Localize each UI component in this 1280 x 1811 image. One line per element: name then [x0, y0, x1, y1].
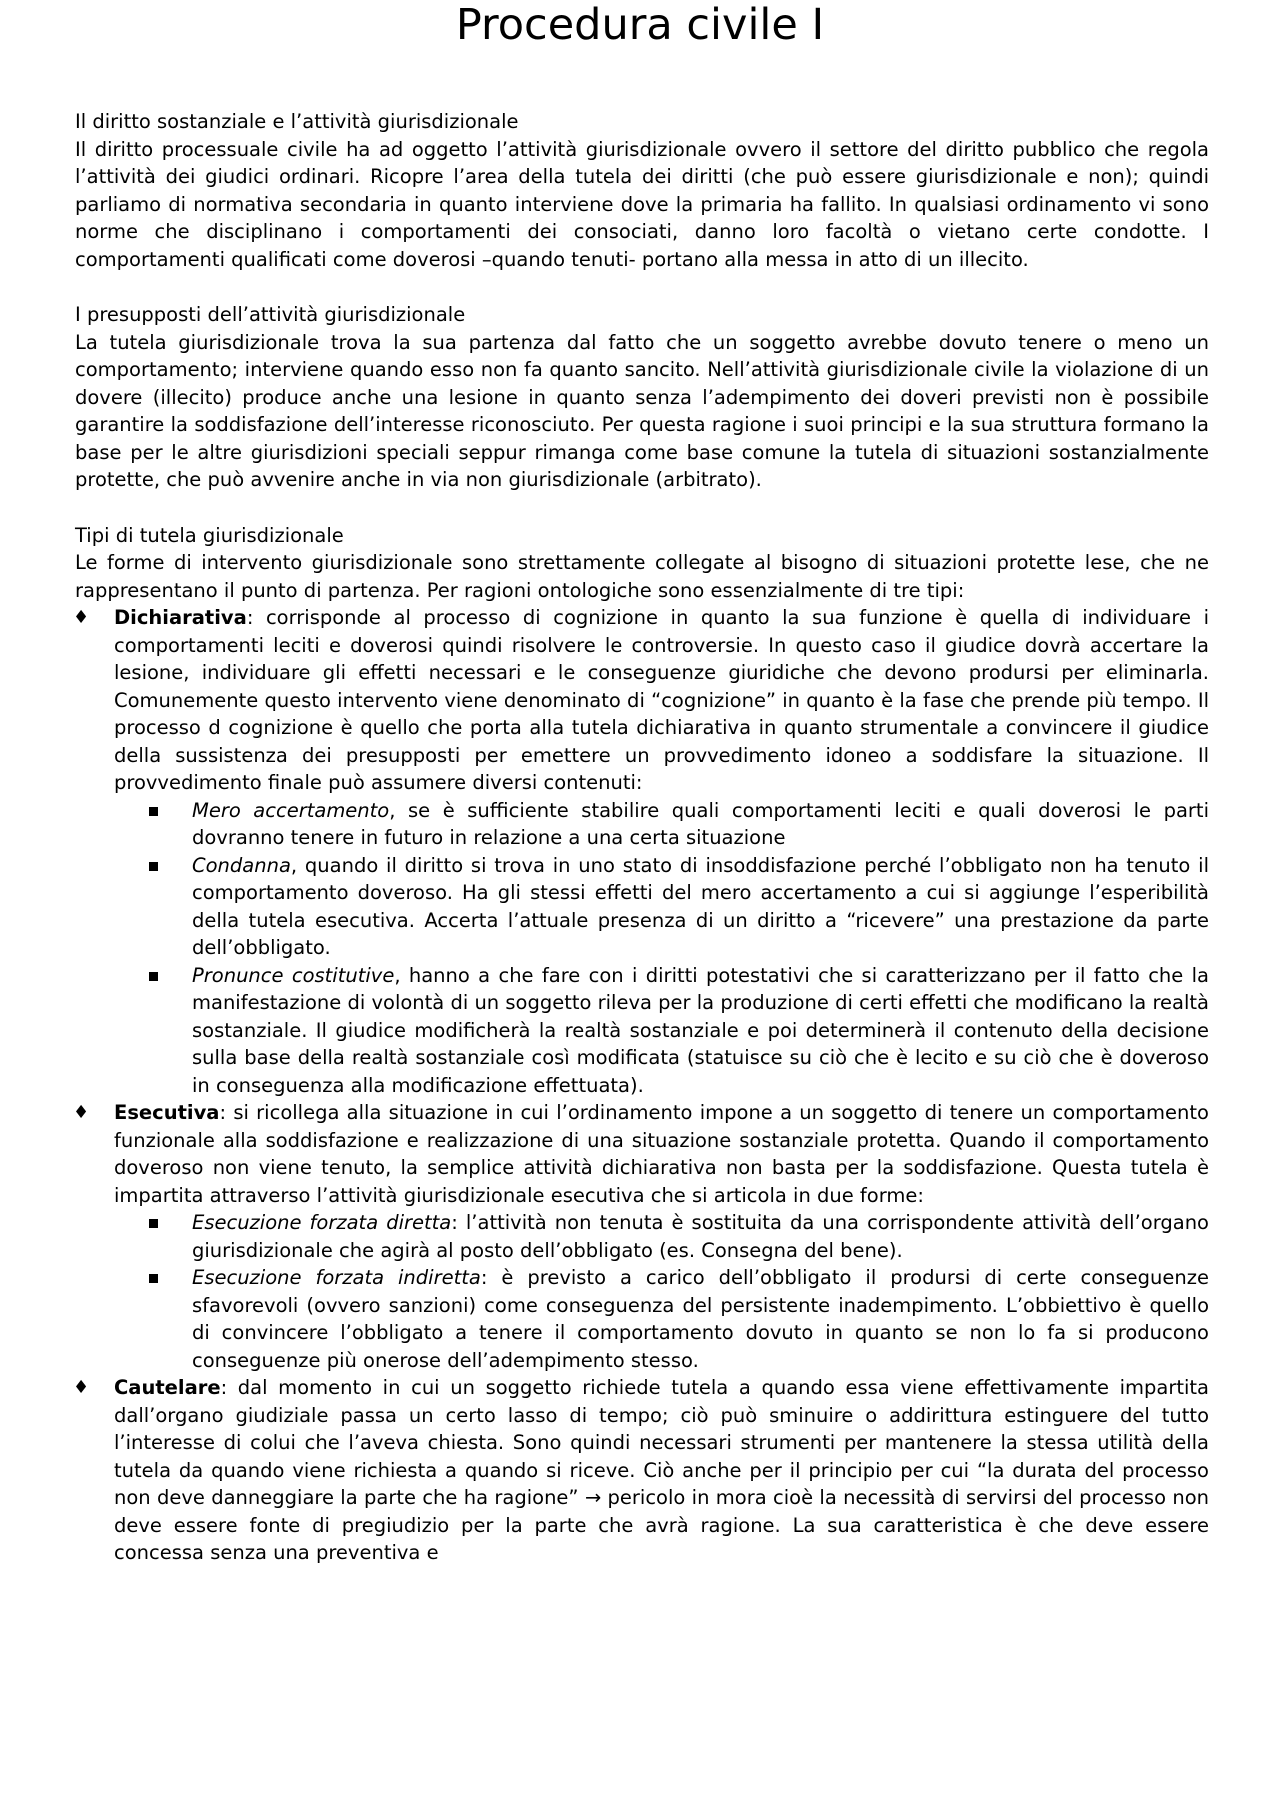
- paragraph-gap: [75, 273, 1209, 301]
- list-item-dichiarativa: [75, 604, 1209, 1099]
- diamond-bullet-icon: ♦: [73, 1377, 90, 1398]
- text-esecuzione-diretta: : l’attività non tenuta è sostituita da una corrispondente attività dell’organo giurisdizionale che agirà al posto dell’obbligato (es. Consegna del bene).: [192, 1211, 1209, 1262]
- document-body: [75, 108, 1209, 1567]
- term-cautelare: Cautelare: [114, 1376, 221, 1399]
- text-esecutiva: : si ricollega alla situazione in cui l’ordinamento impone a un soggetto di tenere un comportamento funzionale alla soddisfazione e realizzazione di una situazione sostanziale protetta. Quando il comportamento doveroso non viene tenuto, la semplice attività dichiarativa non basta per la soddisfazione. Questa tutela è impartita attraverso l’attività giurisdizionale esecutiva che si articola in due forme:: [114, 1101, 1209, 1207]
- sublist-item-condanna: [192, 852, 1209, 962]
- section-paragraph-diritto-sostanziale: Il diritto processuale civile ha ad oggetto l’attività giurisdizionale ovvero il settore del diritto pubblico che regola l’attività dei giudici ordinari. Ricopre l’area della tutela dei diritti (che può essere giurisdizionale e non); quindi parliamo di normativa secondaria in quanto interviene dove la primaria ha fallito. In qualsiasi ordinamento vi sono norme che disciplinano i comportamenti dei consociati, danno loro facoltà o vietano certe condotte. I comportamenti qualificati come doverosi –quando tenuti- portano alla messa in atto di un illecito.: [75, 137, 1209, 271]
- square-bullet-icon: [149, 807, 158, 816]
- term-mero-accertamento: Mero accertamento: [192, 798, 390, 822]
- square-bullet-icon: [149, 1274, 158, 1283]
- square-bullet-icon: [149, 1219, 158, 1228]
- sublist-item-mero-accertamento: [192, 797, 1209, 852]
- diamond-bullet-icon: ♦: [73, 607, 90, 628]
- paragraph-gap: [75, 494, 1209, 522]
- term-esecuzione-diretta: Esecuzione forzata diretta: [192, 1211, 452, 1234]
- sublist-item-esecuzione-diretta: [192, 1209, 1209, 1264]
- term-condanna: Condanna: [192, 853, 291, 877]
- square-bullet-icon: [149, 972, 158, 981]
- list-item-cautelare: [75, 1374, 1209, 1567]
- text-condanna: , quando il diritto si trova in uno stato di insoddisfazione perché l’obbligato non ha tenuto il comportamento doveroso. Ha gli stessi effetti del mero accertamento a cui si aggiunge l’esperibilità della tutela esecutiva. Accerta l’attuale presenza di un diritto a “ricevere” una prestazione da parte dell’obbligato.: [192, 853, 1209, 959]
- section-heading-presupposti: I presupposti dell’attività giurisdizionale: [75, 303, 466, 326]
- text-pronunce-costitutive: , hanno a che fare con i diritti potestativi che si caratterizzano per il fatto che la manifestazione di volontà di un soggetto rileva per la produzione di certi effetti che modificano la realtà sostanziale. Il giudice modificherà la realtà sostanziale e poi determinerà il contenuto della decisione sulla base della realtà sostanziale così modificata (statuisce su ciò che è lecito e su ciò che è doveroso in conseguenza alla modificazione effettuata).: [192, 963, 1209, 1097]
- page-title: Procedura civile I: [455, 0, 825, 50]
- diamond-bullet-icon: ♦: [73, 1102, 90, 1123]
- sublist-item-pronunce-costitutive: [192, 962, 1209, 1100]
- section-paragraph-presupposti: La tutela giurisdizionale trova la sua partenza dal fatto che un soggetto avrebbe dovuto tenere o meno un comportamento; interviene quando esso non fa quanto sancito. Nell’attività giurisdizionale civile la violazione di un dovere (illecito) produce anche una lesione in quanto senza l’adempimento dei doveri previsti non è possibile garantire la soddisfazione dell’interesse riconosciuto. Per questa ragione i suoi principi e la sua struttura formano la base per le altre giurisdizioni speciali seppur rimanga come base comune la tutela di situazioni sostanzialmente protette, che può avvenire anche in via non giurisdizionale (arbitrato).: [75, 330, 1209, 491]
- square-bullet-icon: [149, 862, 158, 871]
- sublist-esecutiva: [114, 1209, 1209, 1374]
- term-esecuzione-indiretta: Esecuzione forzata indiretta: [192, 1266, 481, 1289]
- term-pronunce-costitutive: Pronunce costitutive: [192, 963, 395, 987]
- tutela-types-list: [75, 604, 1209, 1567]
- section-heading-diritto-sostanziale: Il diritto sostanziale e l’attività giurisdizionale: [75, 110, 519, 133]
- sublist-item-esecuzione-indiretta: [192, 1264, 1209, 1374]
- term-esecutiva: Esecutiva: [114, 1101, 220, 1124]
- text-esecuzione-indiretta: : è previsto a carico dell’obbligato il prodursi di certe conseguenze sfavorevoli (ovvero sanzioni) come conseguenza del persistente inadempimento. L’obbiettivo è quello di convincere l’obbligato a tenere il comportamento dovuto in quanto se non lo fa si producono conseguenze più onerose dell’adempimento stesso.: [192, 1266, 1209, 1372]
- list-item-esecutiva: [75, 1099, 1209, 1374]
- section-heading-tipi-di-tutela: Tipi di tutela giurisdizionale: [75, 523, 344, 547]
- text-dichiarativa: : corrisponde al processo di cognizione in quanto la sua funzione è quella di individuare i comportamenti leciti e doverosi quindi risolvere le controversie. In questo caso il giudice dovrà accertare la lesione, individuare gli effetti necessari e le conseguenze giuridiche che devono prodursi per eliminarla. Comunemente questo intervento viene denominato di “cognizione” in quanto è la fase che prende più tempo. Il processo d cognizione è quello che porta alla tutela dichiarativa in quanto strumentale a convincere il giudice della sussistenza dei presupposti per emettere un provvedimento idoneo a soddisfare la situazione. Il provvedimento finale può assumere diversi contenuti:: [114, 606, 1209, 794]
- section-intro-tipi-di-tutela: Le forme di intervento giurisdizionale sono strettamente collegate al bisogno di situazioni protette lese, che ne rappresentano il punto di partenza. Per ragioni ontologiche sono essenzialmente di tre tipi:: [75, 551, 1209, 602]
- text-mero-accertamento: , se è sufficiente stabilire quali comportamenti leciti e quali doverosi le parti dovranno tenere in futuro in relazione a una certa situazione: [192, 798, 1209, 849]
- sublist-dichiarativa: [114, 797, 1209, 1100]
- text-cautelare: : dal momento in cui un soggetto richiede tutela a quando essa viene effettivamente impartita dall’organo giudiziale passa un certo lasso di tempo; ciò può sminuire o addirittura estinguere del tutto l’interesse di colui che l’aveva chiesta. Sono quindi necessari strumenti per mantenere la stessa utilità della tutela da quando viene richiesta a quando si riceve. Ciò anche per il principio per cui “la durata del processo non deve danneggiare la parte che ha ragione” → pericolo in mora cioè la necessità di servirsi del processo non deve essere fonte di pregiudizio per la parte che avrà ragione. La sua caratteristica è che deve essere concessa senza una preventiva e: [114, 1376, 1209, 1564]
- term-dichiarativa: Dichiarativa: [114, 606, 247, 629]
